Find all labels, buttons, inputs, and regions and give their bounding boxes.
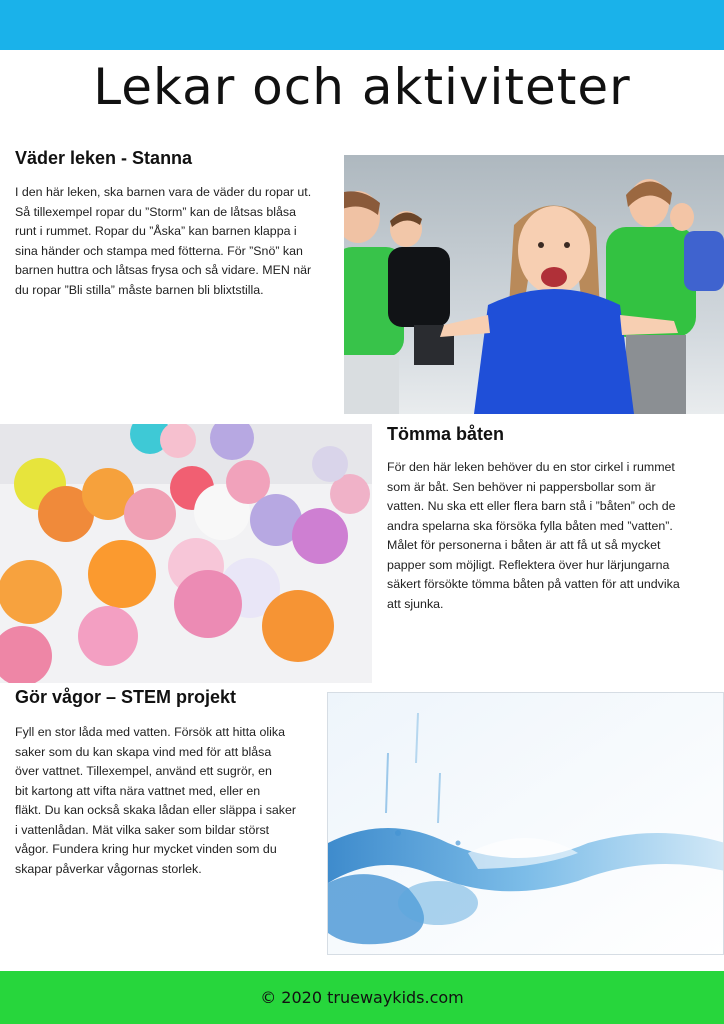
body-line: andra spelarna ska försöka fylla båten med ”vatten”. xyxy=(387,518,673,533)
body-line: i vattenlådan. Mät vilka saker som bildar störst xyxy=(15,822,270,837)
top-color-band xyxy=(0,0,724,50)
page-title: Lekar och aktiviteter xyxy=(93,58,631,116)
body-line: över vattnet. Tillexempel, använd ett sugrör, en xyxy=(15,764,272,778)
body-line: barnen huttra och låtsas frysa och så vidare. MEN när xyxy=(15,263,312,277)
body-line: bit kartong att vifta nära vattnet med, eller en xyxy=(15,783,261,798)
photo-water-splash xyxy=(327,692,724,955)
body-line: papper som möjligt. Reflektera över hur lärjungarna xyxy=(387,557,670,572)
body-line: För den här leken behöver du en stor cirkel i rummet xyxy=(387,460,675,474)
photo-dancing-children xyxy=(344,155,724,414)
body-line: sina händer och stampa med fötterna. För ”Snö” kan xyxy=(15,243,303,258)
section-heading-weather-game: Väder leken - Stanna xyxy=(15,148,193,168)
section-body-weather-game xyxy=(15,183,340,300)
body-line: vatten. Nu ska ett eller flera barn stå i ”båten” och de xyxy=(387,499,676,513)
section-heading-empty-the-boat: Tömma båten xyxy=(387,424,505,444)
body-line: skapar påverkar vågornas storlek. xyxy=(15,861,202,876)
body-line: fläkt. Du kan också skaka lådan eller släppa i saker xyxy=(15,803,296,817)
body-line: vågor. Fundera kring hur mycket vinden som du xyxy=(15,842,277,856)
photo-crumpled-paper-balls xyxy=(0,424,372,683)
body-line: Fyll en stor låda med vatten. Försök att hitta olika xyxy=(15,725,285,739)
body-line: du ropar ”Bli stilla” måste barnen bli blixtstilla. xyxy=(15,282,264,297)
body-line: som är båt. Sen behöver ni pappersbollar som är xyxy=(387,479,656,494)
body-line: saker som du kan skapa vind med för att blåsa xyxy=(15,744,272,759)
body-line: Så tillexempel ropar du ”Storm” kan de låtsas blåsa xyxy=(15,204,296,219)
section-body-empty-the-boat xyxy=(387,458,722,614)
section-heading-make-waves: Gör vågor – STEM projekt xyxy=(15,687,237,707)
body-line: säkert försökte tömma båten på vatten för att undvika xyxy=(387,577,680,591)
footer-copyright: © 2020 truewaykids.com xyxy=(260,988,464,1007)
section-body-make-waves xyxy=(15,723,325,879)
body-line: runt i rummet. Ropar du ”Åska” kan barnen klappa i xyxy=(15,224,297,238)
body-line: Målet för personerna i båten är att få ut så mycket xyxy=(387,538,661,552)
body-line: att sjunka. xyxy=(387,596,444,611)
body-line: I den här leken, ska barnen vara de väder du ropar ut. xyxy=(15,185,312,199)
